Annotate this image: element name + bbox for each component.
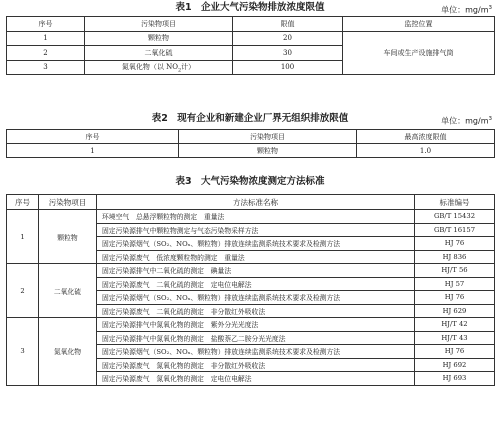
group-pollutant: 二氧化硫 [39,264,97,318]
group-number: 3 [7,318,39,386]
fugitive-limits-table [6,129,495,158]
standard-code: HJ 629 [415,304,495,318]
row-number: 3 [7,60,85,75]
table-row [7,144,495,158]
column-header: 限值 [233,17,343,32]
column-header: 污染物项目 [39,195,97,210]
column-header: 方法标准名称 [97,195,415,210]
pollutant-item: 氮氧化物（以 $NO_2$计） [85,60,233,75]
method-name: 固定污染源排气中氮氧化物的测定 盐酸萘乙二胺分光光度法 [97,331,415,345]
standard-code: HJ 692 [415,358,495,372]
standard-code: HJ 57 [415,277,495,291]
column-header: 最高浓度限值 [357,130,495,144]
standard-code: HJ/T 56 [415,264,495,278]
method-name: 固定污染源废气 二氧化硫的测定 定电位电解法 [97,277,415,291]
table-row [7,31,495,46]
group-pollutant: 颗粒物 [39,210,97,264]
row-number: 2 [7,46,85,61]
standard-code: HJ/T 42 [415,318,495,332]
table-row [7,210,495,224]
column-header: 监控位置 [343,17,495,32]
table-row [7,318,495,332]
standard-code: HJ 836 [415,250,495,264]
standard-code: GB/T 16157 [415,223,495,237]
method-name: 固定污染源废气 氮氧化物的测定 定电位电解法 [97,372,415,386]
table2-title: 表2 现有企业和新建企业厂界无组织排放限值 [151,113,349,124]
emission-limits-table [6,16,495,75]
row-number: 1 [7,144,179,158]
column-header: 污染物项目 [85,17,233,32]
standard-code: HJ 76 [415,237,495,251]
method-name: 固定污染源废气 低浓度颗粒物的测定 重量法 [97,250,415,264]
monitoring-location: 车间或生产设施排气筒 [343,31,495,75]
method-name: 固定污染源废气 二氧化硫的测定 非分散红外吸收法 [97,304,415,318]
standard-code: HJ 76 [415,291,495,305]
method-name: 固定污染源排气中颗粒物测定与气态污染物采样方法 [97,223,415,237]
column-header: 序号 [7,130,179,144]
limit-value: 30 [233,46,343,61]
column-header: 污染物项目 [179,130,357,144]
standard-code: GB/T 15432 [415,210,495,224]
method-name: 环境空气 总悬浮颗粒物的测定 重量法 [97,210,415,224]
column-header: 序号 [7,17,85,32]
method-name: 固定污染源排气中氮氧化物的测定 紫外分光光度法 [97,318,415,332]
table1-title: 表1 企业大气污染物排放浓度限值 [175,2,325,13]
table-header-row [7,195,495,210]
table-header-row [7,130,495,144]
standard-code: HJ 76 [415,345,495,359]
limit-value: 20 [233,31,343,46]
column-header: 标准编号 [415,195,495,210]
pollutant-item: 二氧化硫 [85,46,233,61]
method-name: 固定污染源烟气（SO₂、NOₓ、颗粒物）排放连续监测系统技术要求及检测方法 [97,237,415,251]
method-name: 固定污染源排气中二氧化硫的测定 碘量法 [97,264,415,278]
standard-code: HJ/T 43 [415,331,495,345]
pollutant-item: 颗粒物 [85,31,233,46]
pollutant-item: 颗粒物 [179,144,357,158]
table3-title: 表3 大气污染物浓度测定方法标准 [175,176,325,187]
method-standards-table [6,194,495,386]
column-header: 序号 [7,195,39,210]
group-number: 2 [7,264,39,318]
method-name: 固定污染源烟气（SO₂、NOₓ、颗粒物）排放连续监测系统技术要求及检测方法 [97,291,415,305]
method-name: 固定污染源废气 氮氧化物的测定 非分散红外吸收法 [97,358,415,372]
limit-value: 1.0 [357,144,495,158]
table2-unit: 单位：$mg/m^3$ [441,116,492,126]
limit-value: 100 [233,60,343,75]
table1-unit: 单位：$mg/m^3$ [441,5,492,15]
group-number: 1 [7,210,39,264]
row-number: 1 [7,31,85,46]
group-pollutant: 氮氧化物 [39,318,97,386]
table-row [7,264,495,278]
method-name: 固定污染源烟气（SO₂、NOₓ、颗粒物）排放连续监测系统技术要求及检测方法 [97,345,415,359]
table-header-row [7,17,495,32]
standard-code: HJ 693 [415,372,495,386]
